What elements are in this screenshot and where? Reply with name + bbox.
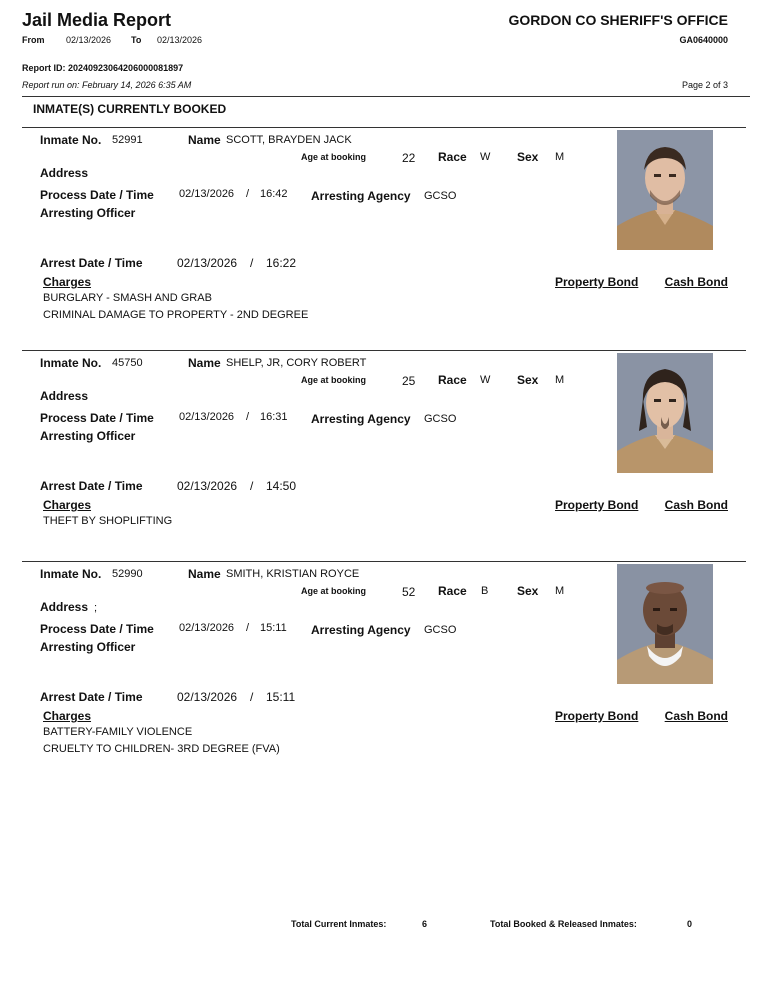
name-value: SHELP, JR, CORY ROBERT [226,357,367,369]
name-label: Name [188,567,221,581]
race-label: Race [438,150,467,164]
sex-value: M [555,151,565,163]
record-divider [22,561,746,562]
arresting-officer-label: Arresting Officer [40,429,136,443]
process-date-value: 02/13/2026 [179,188,235,200]
header-divider [22,96,750,97]
arrest-time-value: 15:11 [266,690,296,704]
charges-label: Charges [43,709,92,723]
sex-value: M [555,374,565,386]
arrest-date-value: 02/13/2026 [177,256,238,270]
arresting-officer-label: Arresting Officer [40,206,136,220]
to-date: 02/13/2026 [157,35,203,45]
arrest-date-label: Arrest Date / Time [40,256,143,270]
page-number: Page 2 of 3 [681,80,728,90]
sex-label: Sex [517,150,539,164]
sex-label: Sex [517,584,539,598]
race-value: W [480,374,491,386]
slash: / [246,622,250,634]
address-label: Address [40,166,89,180]
property-bond-label: Property Bond [555,709,639,723]
total-current-label: Total Current Inmates: [291,919,387,929]
report-run-on: Report run on: February 14, 2026 6:35 AM [22,80,192,90]
process-date-value: 02/13/2026 [179,622,235,634]
inmate-no-label: Inmate No. [40,356,102,370]
process-date-label: Process Date / Time [40,622,154,636]
race-value: B [481,585,489,597]
process-date-label: Process Date / Time [40,188,154,202]
address-value: ; [94,602,98,614]
arrest-date-label: Arrest Date / Time [40,690,143,704]
total-current-value: 6 [422,919,428,929]
arrest-date-value: 02/13/2026 [177,479,238,493]
age-label: Age at booking [301,586,366,596]
name-label: Name [188,133,221,147]
mugshot-photo [617,130,713,250]
charge-item: CRIMINAL DAMAGE TO PROPERTY - 2ND DEGREE [43,309,309,321]
slash: / [250,690,254,704]
sex-value: M [555,585,565,597]
age-label: Age at booking [301,375,366,385]
process-date-value: 02/13/2026 [179,411,235,423]
arresting-agency-label: Arresting Agency [311,623,411,637]
arresting-agency-label: Arresting Agency [311,189,411,203]
arresting-agency-value: GCSO [424,413,457,425]
total-booked-released-label: Total Booked & Released Inmates: [490,919,637,929]
total-booked-released-value: 0 [687,919,693,929]
inmate-no-value: 52991 [112,134,143,146]
age-value: 22 [402,151,416,165]
record-divider [22,350,746,351]
charge-item: BATTERY-FAMILY VIOLENCE [43,726,193,738]
charge-item: CRUELTY TO CHILDREN- 3RD DEGREE (FVA) [43,743,280,755]
cash-bond-label: Cash Bond [664,498,728,512]
cash-bond-label: Cash Bond [664,275,728,289]
mugshot-photo [617,564,713,684]
process-date-label: Process Date / Time [40,411,154,425]
address-label: Address [40,389,89,403]
from-date: 02/13/2026 [66,35,112,45]
slash: / [246,411,250,423]
age-value: 52 [402,585,416,599]
sex-label: Sex [517,373,539,387]
from-label: From [22,35,45,45]
arresting-agency-label: Arresting Agency [311,412,411,426]
race-label: Race [438,584,467,598]
arrest-time-value: 14:50 [266,479,297,493]
inmate-no-label: Inmate No. [40,133,102,147]
name-value: SMITH, KRISTIAN ROYCE [226,568,360,580]
charge-item: THEFT BY SHOPLIFTING [43,515,173,527]
address-label: Address [40,600,89,614]
charges-label: Charges [43,275,92,289]
agency-code: GA0640000 [679,35,728,45]
slash: / [246,188,250,200]
report-title: Jail Media Report [22,10,172,30]
property-bond-label: Property Bond [555,275,639,289]
property-bond-label: Property Bond [555,498,639,512]
arrest-date-label: Arrest Date / Time [40,479,143,493]
process-time-value: 16:42 [260,188,288,200]
section-title: INMATE(S) CURRENTLY BOOKED [33,102,227,116]
age-label: Age at booking [301,152,366,162]
agency-name: GORDON CO SHERIFF'S OFFICE [508,12,728,28]
name-label: Name [188,356,221,370]
charges-label: Charges [43,498,92,512]
arresting-agency-value: GCSO [424,624,457,636]
inmate-no-label: Inmate No. [40,567,102,581]
race-value: W [480,151,491,163]
to-label: To [131,35,142,45]
name-value: SCOTT, BRAYDEN JACK [226,134,352,146]
process-time-value: 15:11 [260,622,287,634]
inmate-no-value: 45750 [112,357,143,369]
arresting-agency-value: GCSO [424,190,457,202]
process-time-value: 16:31 [260,411,288,423]
slash: / [250,479,254,493]
inmate-no-value: 52990 [112,568,143,580]
slash: / [250,256,254,270]
arresting-officer-label: Arresting Officer [40,640,136,654]
cash-bond-label: Cash Bond [664,709,728,723]
record-divider [22,127,746,128]
mugshot-photo [617,353,713,473]
race-label: Race [438,373,467,387]
arrest-date-value: 02/13/2026 [177,690,238,704]
charge-item: BURGLARY - SMASH AND GRAB [43,292,212,304]
report-id: Report ID: 20240923064206000081897 [22,63,184,73]
age-value: 25 [402,374,416,388]
arrest-time-value: 16:22 [266,256,297,270]
